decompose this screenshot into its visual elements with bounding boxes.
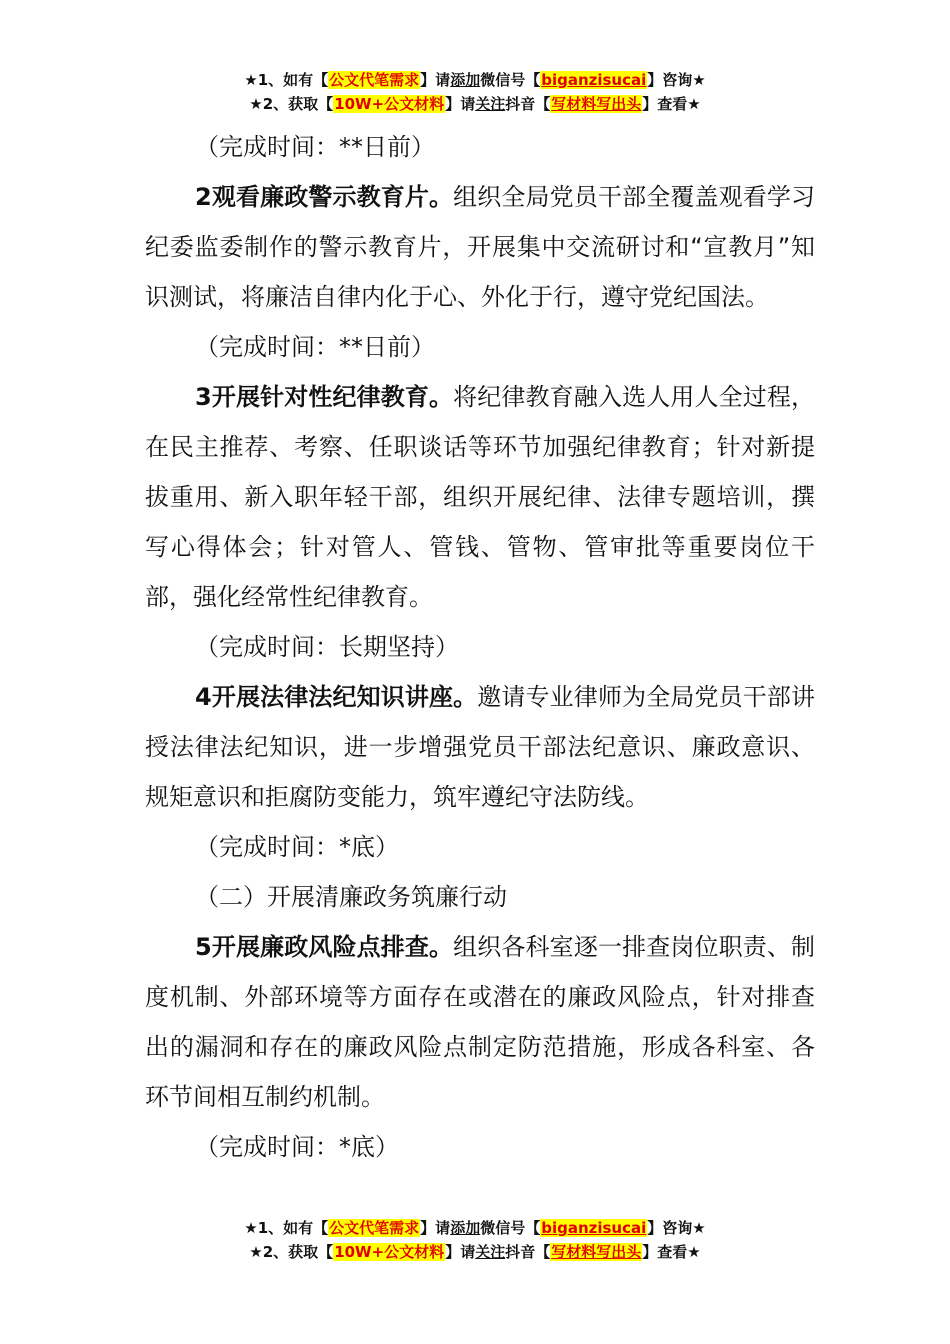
highlight-service: 公文代笔需求 [329, 71, 420, 89]
banner-text: 微信号【 [480, 71, 541, 89]
document-body [145, 122, 815, 1172]
item-text: 将纪律教育融入选人用人全过程，在民主推荐、考察、任职谈话等环节加强纪律教育；针对新提拔重用、新入职年轻干部，组织开展纪律、法律专题培训，撰写心得体会；针对管人、管钱、管物、管审批等重要岗位干部，强化经常性纪律教育。 [145, 383, 816, 611]
banner-text-underlined: 添加 [450, 71, 481, 89]
completion-time: （完成时间：*底） [195, 1133, 399, 1161]
item-lead: 2观看廉政警示教育片。 [195, 183, 454, 211]
highlight-wechat-id: biganzisucai [541, 1219, 647, 1237]
banner-text: 】请 [445, 1243, 476, 1261]
banner-text: 】咨询★ [647, 71, 706, 89]
item-text: 组织全局党员干部全覆盖观看学习纪委监委制作的警示教育片，开展集中交流研讨和“宣教月”知识测试，将廉洁自律内化于心、外化于行，遵守党纪国法。 [145, 183, 816, 311]
banner-text: ★2、获取【 [249, 1243, 334, 1261]
completion-time: （完成时间：**日前） [195, 333, 435, 361]
item-text: 组织各科室逐一排查岗位职责、制度机制、外部环境等方面存在或潜在的廉政风险点，针对排查出的漏洞和存在的廉政风险点制定防范措施，形成各科室、各环节间相互制约机制。 [145, 933, 816, 1111]
banner-line-1 [0, 68, 950, 92]
highlight-douyin-id: 写材料写出头 [551, 1243, 642, 1261]
item-paragraph [145, 922, 815, 1122]
banner-line-1 [0, 1216, 950, 1240]
banner-text: 抖音【 [505, 1243, 551, 1261]
banner-text: ★2、获取【 [249, 95, 334, 113]
banner-text: 微信号【 [480, 1219, 541, 1237]
item-text: 邀请专业律师为全局党员干部讲授法律法纪知识，进一步增强党员干部法纪意识、廉政意识、规矩意识和拒腐防变能力，筑牢遵纪守法防线。 [145, 683, 815, 811]
completion-time: （完成时间：*底） [195, 833, 399, 861]
banner-text-underlined: 关注 [475, 1243, 506, 1261]
item-lead: 4开展法律法纪知识讲座。 [195, 683, 478, 711]
banner-text: 抖音【 [505, 95, 551, 113]
banner-text-underlined: 添加 [450, 1219, 481, 1237]
banner-text: 】请 [420, 71, 451, 89]
highlight-douyin-id: 写材料写出头 [551, 95, 642, 113]
completion-time: （完成时间：长期坚持） [195, 633, 459, 661]
section-heading: （二）开展清廉政务筑廉行动 [195, 883, 507, 911]
highlight-service: 公文代笔需求 [329, 1219, 420, 1237]
banner-text: 】咨询★ [647, 1219, 706, 1237]
banner-text: 】请 [445, 95, 476, 113]
item-lead: 3开展针对性纪律教育。 [195, 383, 454, 411]
banner-text: ★1、如有【 [244, 1219, 329, 1237]
highlight-materials: 10W+公文材料 [334, 1243, 445, 1261]
highlight-wechat-id: biganzisucai [541, 71, 647, 89]
banner-text: ★1、如有【 [244, 71, 329, 89]
bottom-banner [0, 1216, 950, 1264]
banner-text: 】查看★ [642, 95, 701, 113]
banner-text: 】请 [420, 1219, 451, 1237]
banner-line-2 [0, 92, 950, 116]
banner-line-2 [0, 1240, 950, 1264]
item-lead: 5开展廉政风险点排查。 [195, 933, 454, 961]
top-banner [0, 68, 950, 116]
highlight-materials: 10W+公文材料 [334, 95, 445, 113]
item-paragraph [145, 172, 815, 322]
item-paragraph [145, 672, 815, 822]
completion-time: （完成时间：**日前） [195, 133, 435, 161]
banner-text: 】查看★ [642, 1243, 701, 1261]
item-paragraph [145, 372, 815, 622]
banner-text-underlined: 关注 [475, 95, 506, 113]
